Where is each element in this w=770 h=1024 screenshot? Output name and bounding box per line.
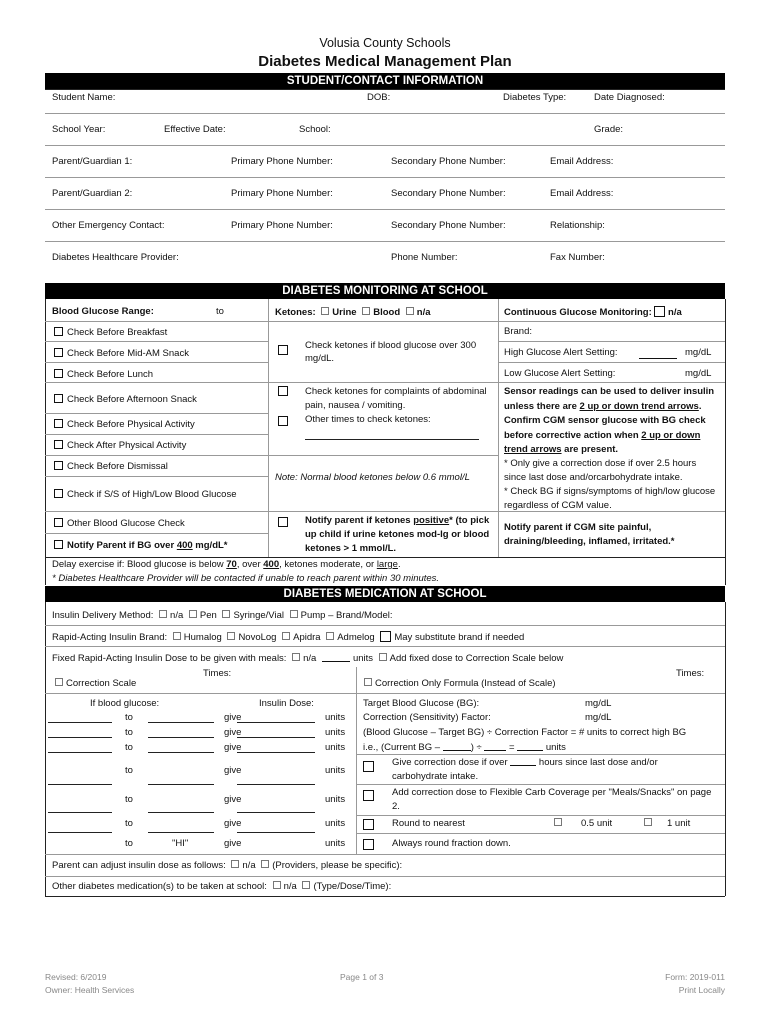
cgm-na-checkbox[interactable] — [654, 306, 665, 317]
dob-field[interactable]: DOB: — [367, 92, 391, 103]
check-breakfast[interactable] — [54, 327, 167, 338]
one-unit-option[interactable] — [641, 818, 690, 829]
humalog-label: Humalog — [183, 632, 222, 643]
scale-to-label: to — [125, 765, 133, 776]
insulin-dose-header: Insulin Dose: — [259, 698, 314, 709]
target-bg-unit: mg/dL — [585, 698, 612, 709]
checkbox-icon[interactable] — [54, 394, 63, 403]
formula2-b: ) ÷ — [470, 742, 485, 753]
times-left: Times: — [203, 668, 232, 679]
ketones-label: Ketones: — [275, 307, 316, 318]
other-meds-na-checkbox[interactable] — [273, 881, 281, 889]
notify-bg-row[interactable] — [54, 540, 228, 551]
scale-give-label: give — [224, 742, 242, 753]
formula2-d: units — [543, 742, 566, 753]
scale-to-label: to — [125, 818, 133, 829]
give-correction-b: hours since last dose and/or carbohydrate intake. — [392, 757, 658, 782]
parent2-primary-phone[interactable]: Primary Phone Number: — [231, 188, 333, 199]
delay-70: 70 — [226, 559, 237, 570]
one-unit-label: 1 unit — [667, 818, 691, 829]
factor-line[interactable] — [484, 741, 506, 751]
other-primary-phone[interactable]: Primary Phone Number: — [231, 220, 333, 231]
scale-give-label: give — [224, 794, 242, 805]
correction-note: * Only give a correction dose if over 2.5 hours since last dose and/orcarbohydrate intake. — [504, 458, 697, 483]
grade-field[interactable]: Grade: — [594, 124, 624, 135]
delivery-pen-label: Pen — [199, 610, 217, 621]
scale-dose-line[interactable] — [237, 737, 315, 738]
ketone-na-checkbox[interactable] — [406, 307, 414, 315]
checkbox-icon[interactable] — [55, 678, 63, 686]
scale-units-label: units — [325, 794, 346, 805]
target-bg-field[interactable]: Target Blood Glucose (BG): — [363, 698, 480, 709]
ketone-check1-checkbox[interactable] — [278, 345, 292, 357]
parent-adjust-na-checkbox[interactable] — [231, 860, 239, 868]
scale-to-label: to — [125, 727, 133, 738]
ketone-check1-text: Check ketones if blood glucose over 300 mg/dL. — [305, 340, 477, 364]
scale-give-label: give — [224, 838, 242, 849]
scale-units-label: units — [325, 727, 346, 738]
check-label: Check Before Physical Activity — [67, 419, 195, 430]
scale-units-label: units — [325, 712, 346, 723]
other-meds-type-checkbox[interactable] — [302, 881, 310, 889]
sensor-instructions — [504, 385, 720, 458]
ketone-note: Note: Normal blood ketones below 0.6 mmol/L — [275, 472, 470, 483]
check-other[interactable] — [54, 518, 185, 529]
bg-range-to: to — [216, 306, 224, 317]
correction-scale-label: Correction Scale — [66, 678, 137, 689]
date-diagnosed-field[interactable]: Date Diagnosed: — [594, 92, 665, 103]
check-label: Check Before Lunch — [67, 369, 154, 380]
other-meds-type-label: (Type/Dose/Time): — [313, 881, 392, 892]
student-section-header: STUDENT/CONTACT INFORMATION — [45, 73, 725, 89]
delivery-pump-checkbox[interactable] — [290, 610, 298, 618]
checkbox-icon[interactable] — [364, 678, 372, 686]
checkbox-icon[interactable] — [278, 517, 288, 527]
checkbox-icon[interactable] — [54, 461, 63, 470]
delivery-syringe-checkbox[interactable] — [222, 610, 230, 618]
checkbox-icon[interactable] — [54, 518, 63, 527]
scale-units-label: units — [325, 742, 346, 753]
scale-give-label: give — [224, 765, 242, 776]
checkbox-icon[interactable] — [54, 327, 63, 336]
admelog-checkbox[interactable] — [326, 632, 334, 640]
cgm-row — [504, 306, 682, 318]
scale-to-label: to — [125, 838, 133, 849]
sensor-text-3: . Confirm CGM sensor glucose with BG check before corrective action when — [504, 400, 706, 441]
school-year-field[interactable]: School Year: — [52, 124, 106, 135]
high-alert-unit: mg/dL — [685, 347, 712, 358]
checkbox-icon[interactable] — [54, 440, 63, 449]
checkbox-icon[interactable] — [54, 540, 63, 549]
other-meds-na-label: n/a — [283, 881, 297, 892]
checkbox-icon[interactable] — [278, 416, 288, 426]
rapid-brand-label: Rapid-Acting Insulin Brand: — [52, 632, 168, 643]
formula-line1: (Blood Glucose – Target BG) ÷ Correction Factor = # units to correct high BG — [363, 727, 687, 738]
give-correction-text — [392, 756, 712, 784]
footer-page: Page 1 of 3 — [340, 972, 384, 982]
ketones-row — [275, 307, 431, 318]
parent-adjust-specific-checkbox[interactable] — [261, 860, 269, 868]
checkbox-icon[interactable] — [278, 386, 288, 396]
other-secondary-phone[interactable]: Secondary Phone Number: — [391, 220, 506, 231]
formula2-c: = — [506, 742, 518, 753]
scale-units-label: units — [325, 818, 346, 829]
half-unit-label: 0.5 unit — [581, 818, 613, 829]
fixed-add-checkbox[interactable] — [379, 653, 387, 661]
cgm-brand-field[interactable]: Brand: — [504, 326, 532, 337]
notify-bg-value: 400 — [176, 540, 193, 551]
cgm-label: Continuous Glucose Monitoring: — [504, 307, 652, 318]
checkbox-icon[interactable] — [54, 348, 63, 357]
low-alert-field[interactable]: Low Glucose Alert Setting: — [504, 368, 616, 379]
round-nearest-label: Round to nearest — [392, 818, 465, 829]
ketone-blood-label: Blood — [373, 307, 401, 318]
parent1-primary-phone[interactable]: Primary Phone Number: — [231, 156, 333, 167]
monitoring-section-header: DIABETES MONITORING AT SCHOOL — [45, 283, 725, 299]
delay-pre: Delay exercise if: Blood glucose is below — [52, 559, 227, 570]
add-correction-text: Add correction dose to Flexible Carb Coverage per "Meals/Snacks" on page 2. — [392, 787, 712, 812]
scale-dose-line[interactable] — [237, 752, 315, 753]
scale-to-line[interactable] — [148, 752, 214, 753]
other-meds-label: Other diabetes medication(s) to be taken at school: — [52, 881, 267, 892]
delay-post1: , ketones moderate, or — [279, 559, 377, 570]
delay-post2: . — [397, 559, 401, 570]
scale-to-label: to — [125, 794, 133, 805]
substitute-checkbox[interactable] — [380, 631, 391, 642]
notify-ketones-checkbox[interactable] — [278, 517, 292, 529]
result-line[interactable] — [517, 741, 543, 751]
notify-ketones-positive: positive — [413, 515, 450, 526]
check-afternoon-snack[interactable] — [54, 394, 197, 405]
check-dismissal[interactable] — [54, 461, 168, 472]
humalog-checkbox[interactable] — [173, 632, 181, 640]
substitute-label: May substitute brand if needed — [394, 632, 525, 643]
notify-bg-unit: mg/dL* — [192, 540, 228, 551]
check-before-physical[interactable] — [54, 419, 195, 430]
fixed-na-label: n/a — [303, 653, 317, 664]
scale-to-line[interactable] — [148, 737, 214, 738]
notify-ketones-text — [305, 514, 495, 556]
scale-from-line[interactable] — [48, 737, 112, 738]
scale-give-label: give — [224, 818, 242, 829]
scale-to-label: to — [125, 712, 133, 723]
scale-dose-line[interactable] — [237, 722, 315, 723]
ketone-other-text: Other times to check ketones: — [305, 414, 431, 425]
check-after-physical[interactable] — [54, 440, 186, 451]
sensor-text-2: 2 up or down trend arrows — [579, 400, 699, 412]
check-label: Check Before Mid-AM Snack — [67, 348, 189, 359]
scale-units-label: units — [325, 765, 346, 776]
scale-give-label: give — [224, 712, 242, 723]
provider-field[interactable]: Diabetes Healthcare Provider: — [52, 252, 179, 263]
parent1-field[interactable]: Parent/Guardian 1: — [52, 156, 133, 167]
ketone-urine-checkbox[interactable] — [321, 307, 329, 315]
checkbox-icon[interactable] — [363, 819, 374, 830]
check-label: Check Before Dismissal — [67, 461, 168, 472]
footer-form: Form: 2019-011 — [665, 972, 725, 982]
add-correction-checkbox[interactable] — [363, 790, 378, 803]
school-field[interactable]: School: — [299, 124, 331, 135]
admelog-label: Admelog — [337, 632, 375, 643]
check-lunch[interactable] — [54, 369, 153, 380]
provider-note: * Diabetes Healthcare Provider will be contacted if unable to reach parent within 30 minutes. — [52, 573, 440, 584]
checkbox-icon[interactable] — [54, 419, 63, 428]
checkbox-icon[interactable] — [54, 489, 63, 498]
parent-adjust-label: Parent can adjust insulin dose as follows: — [52, 860, 226, 871]
provider-fax[interactable]: Fax Number: — [550, 252, 605, 263]
apidra-checkbox[interactable] — [282, 632, 290, 640]
cgm-na-label: n/a — [668, 307, 682, 318]
current-bg-line[interactable] — [443, 741, 471, 751]
scale-dose-line[interactable] — [237, 832, 315, 833]
bg-range-label: Blood Glucose Range: — [52, 306, 154, 317]
scale-from-line[interactable] — [48, 752, 112, 753]
delay-exercise — [52, 559, 401, 570]
fixed-dose-label: Fixed Rapid-Acting Insulin Dose to be given with meals: — [52, 653, 287, 664]
round-down-checkbox[interactable] — [363, 839, 378, 852]
checkbox-icon[interactable] — [363, 761, 374, 772]
notify-cgm: Notify parent if CGM site painful, draining/bleeding, inflamed, irritated.* — [504, 522, 675, 547]
formula-line2 — [363, 741, 566, 753]
round-nearest-checkbox[interactable] — [363, 819, 378, 832]
ketone-other-line[interactable] — [305, 439, 479, 440]
ketone-other-checkbox[interactable] — [278, 416, 292, 428]
novolog-checkbox[interactable] — [227, 632, 235, 640]
times-right: Times: — [676, 668, 705, 679]
sensor-text-4: 2 up or down trend arrows — [504, 429, 701, 455]
formula2-a: i.e., (Current BG – — [363, 742, 443, 753]
scale-to-line[interactable] — [148, 812, 214, 813]
scale-units-label: units — [325, 838, 346, 849]
scale-to-line[interactable] — [148, 784, 214, 785]
notify-ketones-pre: Notify parent if ketones — [305, 515, 414, 526]
notify-bg-text: Notify Parent if BG over — [67, 540, 177, 551]
provider-phone[interactable]: Phone Number: — [391, 252, 458, 263]
check-label: Other Blood Glucose Check — [67, 518, 185, 529]
checkbox-icon[interactable] — [363, 839, 374, 850]
hours-line[interactable] — [510, 756, 536, 766]
diabetes-type-field[interactable]: Diabetes Type: — [503, 92, 567, 103]
scale-to-line[interactable] — [148, 832, 214, 833]
hi-label: "HI" — [172, 838, 189, 849]
student-name-field[interactable]: Student Name: — [52, 92, 116, 103]
scale-give-label: give — [224, 727, 242, 738]
fixed-dose-row — [52, 652, 563, 664]
delay-400: 400 — [263, 559, 280, 570]
scale-from-line[interactable] — [48, 722, 112, 723]
effective-date-field[interactable]: Effective Date: — [164, 124, 226, 135]
give-correction-a: Give correction dose if over — [392, 757, 511, 768]
scale-dose-line[interactable] — [237, 784, 315, 785]
fixed-units-label: units — [352, 653, 374, 664]
parent-adjust-row — [52, 860, 402, 871]
district-name: Volusia County Schools — [319, 36, 451, 50]
sensor-text-1: Sensor readings can be used to deliver insulin unless there are — [504, 386, 715, 412]
check-bg-note: * Check BG if signs/symptoms of high/low glucose regardless of CGM value. — [504, 486, 716, 511]
other-contact-field[interactable]: Other Emergency Contact: — [52, 220, 165, 231]
half-unit-option[interactable] — [551, 818, 612, 829]
apidra-label: Apidra — [293, 632, 321, 643]
parent2-email[interactable]: Email Address: — [550, 188, 614, 199]
footer-revised: Revised: 6/2019 — [45, 972, 107, 982]
scale-to-line[interactable] — [148, 722, 214, 723]
scale-dose-line[interactable] — [237, 812, 315, 813]
sensitivity-field[interactable]: Correction (Sensitivity) Factor: — [363, 712, 491, 723]
footer-owner: Owner: Health Services — [45, 985, 135, 995]
ketone-check2-text: Check ketones for complaints of abdominal pain, nausea / vomiting. — [305, 386, 487, 411]
sensor-text-5: are present. — [561, 444, 619, 455]
notify-ketones-post: * (to pick up child if urine ketones mod-lg or blood ketones > 1 mmol/L. — [305, 515, 490, 554]
medication-section-header: DIABETES MEDICATION AT SCHOOL — [45, 586, 725, 602]
form-title: Diabetes Medical Management Plan — [258, 53, 512, 70]
delay-mid: , over — [236, 559, 264, 570]
checkbox-icon[interactable] — [554, 818, 562, 826]
parent1-secondary-phone[interactable]: Secondary Phone Number: — [391, 156, 506, 167]
delivery-syringe-label: Syringe/Vial — [233, 610, 284, 621]
parent2-field[interactable]: Parent/Guardian 2: — [52, 188, 133, 199]
correction-scale-option[interactable] — [52, 678, 136, 689]
ketone-blood-checkbox[interactable] — [362, 307, 370, 315]
checkbox-icon[interactable] — [54, 369, 63, 378]
check-mid-am-snack[interactable] — [54, 348, 189, 359]
high-alert-line[interactable] — [639, 349, 677, 359]
scale-from-line[interactable] — [48, 832, 112, 833]
correction-formula-label: Correction Only Formula (Instead of Scale) — [375, 678, 556, 689]
fixed-units-line[interactable] — [322, 652, 350, 662]
correction-formula-option[interactable] — [361, 678, 556, 689]
parent-adjust-na-label: n/a — [242, 860, 256, 871]
checkbox-icon[interactable] — [363, 790, 374, 801]
give-correction-checkbox[interactable] — [363, 761, 378, 774]
check-label: Check Before Afternoon Snack — [67, 394, 197, 405]
checkbox-icon[interactable] — [644, 818, 652, 826]
ketone-na-label: n/a — [416, 307, 431, 318]
scale-to-label: to — [125, 742, 133, 753]
delivery-na-checkbox[interactable] — [159, 610, 167, 618]
ketone-check2-checkbox[interactable] — [278, 386, 292, 398]
fixed-na-checkbox[interactable] — [292, 653, 300, 661]
delay-large: large — [376, 559, 398, 570]
novolog-label: NovoLog — [238, 632, 277, 643]
check-ss-high-low[interactable] — [54, 489, 237, 500]
if-bg-header: If blood glucose: — [90, 698, 160, 709]
check-label: Check After Physical Activity — [67, 440, 187, 451]
delivery-row — [52, 610, 393, 621]
other-meds-row — [52, 881, 391, 892]
round-down-label: Always round fraction down. — [392, 838, 511, 849]
check-label: Check if S/S of High/Low Blood Glucose — [67, 489, 237, 500]
delivery-pen-checkbox[interactable] — [189, 610, 197, 618]
scale-from-line[interactable] — [48, 812, 112, 813]
delivery-label: Insulin Delivery Method: — [52, 610, 154, 621]
fixed-add-label: Add fixed dose to Correction Scale below — [389, 653, 564, 664]
rapid-brand-row — [52, 631, 524, 643]
checkbox-icon[interactable] — [278, 345, 288, 355]
sensitivity-unit: mg/dL — [585, 712, 612, 723]
low-alert-unit: mg/dL — [685, 368, 712, 379]
ketone-urine-label: Urine — [332, 307, 357, 318]
delivery-na-label: n/a — [170, 610, 184, 621]
delivery-pump-label: Pump – Brand/Model: — [300, 610, 393, 621]
parent1-email[interactable]: Email Address: — [550, 156, 614, 167]
relationship-field[interactable]: Relationship: — [550, 220, 605, 231]
check-label: Check Before Breakfast — [67, 327, 168, 338]
parent2-secondary-phone[interactable]: Secondary Phone Number: — [391, 188, 506, 199]
scale-from-line[interactable] — [48, 784, 112, 785]
footer-print: Print Locally — [678, 985, 725, 995]
high-alert-field[interactable]: High Glucose Alert Setting: — [504, 347, 618, 358]
parent-adjust-specific-label: (Providers, please be specific): — [272, 860, 403, 871]
